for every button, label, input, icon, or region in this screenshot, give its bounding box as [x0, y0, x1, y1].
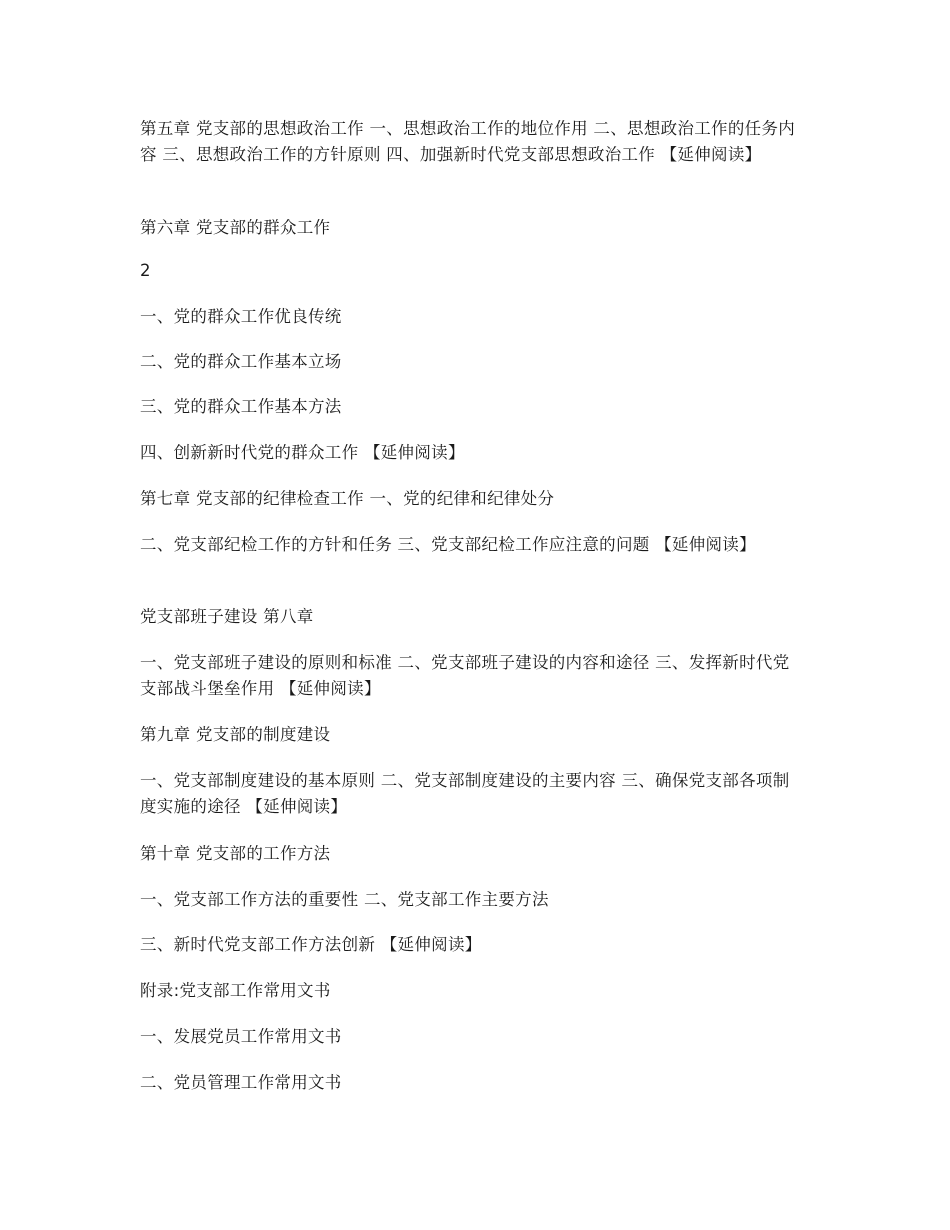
chapter-6-item-4: 四、创新新时代党的群众工作 【延伸阅读】 — [140, 443, 465, 462]
chapter-7-items: 二、党支部纪检工作的方针和任务 三、党支部纪检工作应注意的问题 【延伸阅读】 — [140, 535, 756, 554]
chapter-7-paragraph: 第七章 党支部的纪律检查工作 一、党的纪律和纪律处分 — [140, 489, 555, 508]
chapter-6-item-1: 一、党的群众工作优良传统 — [140, 307, 342, 326]
chapter-10-heading: 第十章 党支部的工作方法 — [140, 844, 331, 863]
chapter-6-heading: 第六章 党支部的群众工作 — [140, 218, 331, 237]
appendix-item-2: 二、党员管理工作常用文书 — [140, 1073, 342, 1092]
appendix-heading: 附录:党支部工作常用文书 — [140, 981, 331, 1000]
chapter-9-heading: 第九章 党支部的制度建设 — [140, 725, 331, 744]
chapter-8-heading: 党支部班子建设 第八章 — [140, 607, 314, 626]
page-number: 2 — [140, 261, 151, 280]
chapter-9-items: 一、党支部制度建设的基本原则 二、党支部制度建设的主要内容 三、确保党支部各项制度实施的途径 【延伸阅读】 — [140, 771, 790, 816]
chapter-6-item-2: 二、党的群众工作基本立场 — [140, 352, 342, 371]
chapter-6-item-3: 三、党的群众工作基本方法 — [140, 397, 342, 416]
chapter-10-items-1: 一、党支部工作方法的重要性 二、党支部工作主要方法 — [140, 890, 549, 909]
chapter-10-items-2: 三、新时代党支部工作方法创新 【延伸阅读】 — [140, 935, 482, 954]
chapter-8-items: 一、党支部班子建设的原则和标准 二、党支部班子建设的内容和途径 三、发挥新时代党支部战斗堡垒作用 【延伸阅读】 — [140, 653, 790, 698]
chapter-5-paragraph: 第五章 党支部的思想政治工作 一、思想政治工作的地位作用 二、思想政治工作的任务内容 三、思想政治工作的方针原则 四、加强新时代党支部思想政治工作 【延伸阅读】 — [140, 119, 796, 164]
appendix-item-1: 一、发展党员工作常用文书 — [140, 1027, 342, 1046]
